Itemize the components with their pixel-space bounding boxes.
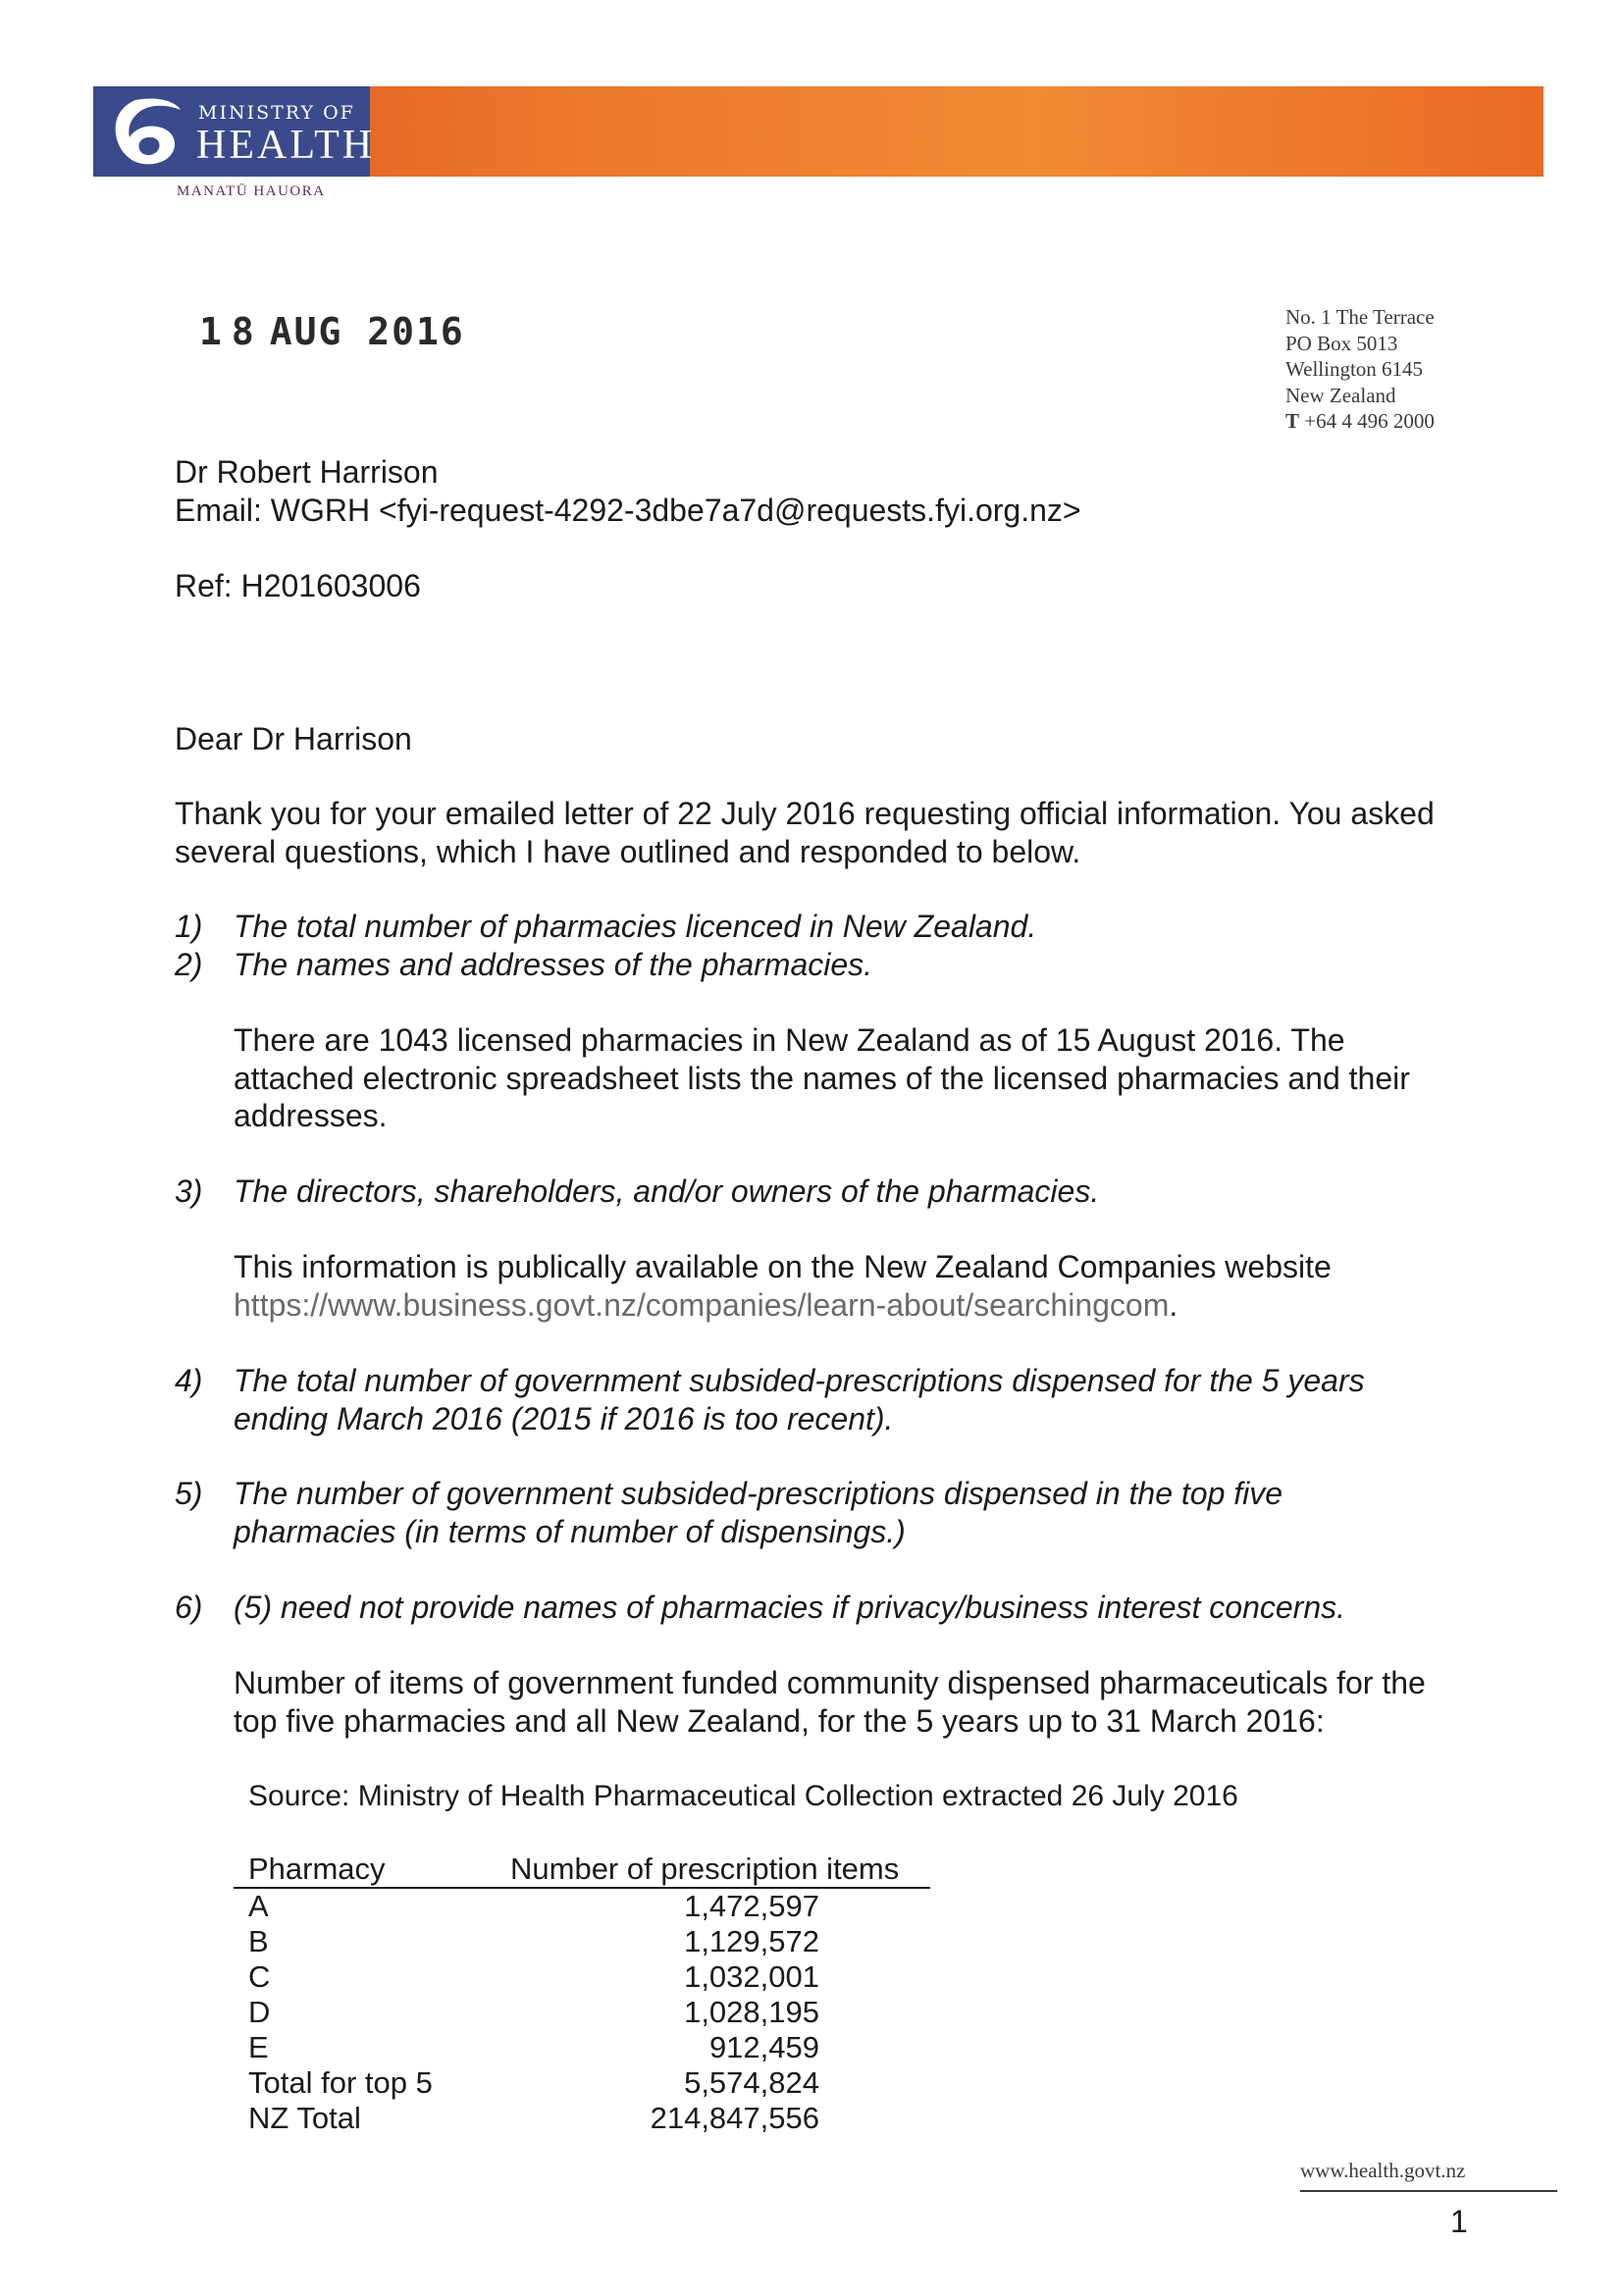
answer-paragraph (234, 1248, 1460, 1324)
pharmacy-cell: Total for top 5 (248, 2065, 433, 2100)
pharmacy-cell: E (248, 2030, 269, 2064)
answer-paragraph: There are 1043 licensed pharmacies in New Zealand as of 15 August 2016. The attached electronic spreadsheet lists the names of the licensed pharmacies and their addresses. (234, 1022, 1410, 1133)
address-line: PO Box 5013 (1285, 331, 1398, 355)
footer-divider (1300, 2190, 1557, 2192)
question-number: 3) (175, 1174, 203, 1209)
answer-paragraph: Number of items of government funded community dispensed pharmaceuticals for the top five pharmacies and all New Zealand, for the 5 years up to 31 March 2016: (234, 1665, 1426, 1739)
pharmacy-cell: A (248, 1889, 269, 1923)
phone-number: +64 4 496 2000 (1304, 409, 1435, 433)
items-cell: 912,459 (708, 2030, 819, 2064)
question-text: The directors, shareholders, and/or owners of the pharmacies. (234, 1174, 1100, 1209)
column-header-pharmacy: Pharmacy (248, 1852, 386, 1886)
intro-paragraph: Thank you for your emailed letter of 22 July 2016 requesting official information. You asked several questions, which I have outlined and responded to below. (175, 796, 1435, 869)
table-row (234, 2030, 930, 2065)
date-stamp-month-year: AUG 2016 (269, 310, 465, 353)
pharmacy-cell: D (248, 1995, 271, 2029)
footer-website-link[interactable]: www.health.govt.nz (1300, 2159, 1466, 2182)
table-row (234, 1889, 930, 1924)
pharmacy-cell: B (248, 1924, 269, 1958)
column-header-items: Number of prescription items (510, 1852, 900, 1886)
pharmacy-cell: NZ Total (248, 2101, 361, 2135)
items-cell: 1,028,195 (684, 1995, 819, 2029)
table-header (234, 1852, 930, 1889)
answer-punctuation: . (1169, 1286, 1178, 1323)
address-phone (1285, 408, 1435, 435)
companies-website-link[interactable]: https://www.business.govt.nz/companies/learn-about/searchingcom (234, 1286, 1170, 1323)
prescriptions-table (234, 1852, 930, 2136)
question-number: 4) (175, 1363, 203, 1398)
page-number: 1 (1450, 2204, 1468, 2239)
question-text: The number of government subsided-prescriptions dispensed in the top five pharmacies (in terms of number of dispensings.) (234, 1476, 1283, 1549)
data-source-note: Source: Ministry of Health Pharmaceutical Collection extracted 26 July 2016 (248, 1780, 1238, 1812)
items-cell: 1,032,001 (684, 1959, 819, 1994)
date-stamp-day: 18 (199, 310, 264, 353)
table-row (234, 1959, 930, 1995)
answer-text: This information is publically available on the New Zealand Companies website (234, 1249, 1332, 1284)
items-cell: 5,574,824 (684, 2065, 819, 2100)
logo-subtitle: MANATŪ HAUORA (177, 183, 326, 199)
recipient-block (175, 453, 1081, 529)
koru-logo-icon (106, 94, 188, 169)
items-cell: 214,847,556 (650, 2101, 819, 2135)
logo-text-health: HEALTH (196, 123, 376, 168)
phone-label: T (1285, 409, 1300, 433)
address-line: New Zealand (1285, 383, 1396, 407)
address-line: No. 1 The Terrace (1285, 305, 1435, 329)
date-stamp (199, 310, 465, 353)
question-number: 5) (175, 1476, 203, 1511)
recipient-email: Email: WGRH <fyi-request-4292-3dbe7a7d@requests.fyi.org.nz> (175, 492, 1081, 528)
reference-number: Ref: H201603006 (175, 568, 421, 603)
pharmacy-cell: C (248, 1959, 271, 1994)
address-line: Wellington 6145 (1285, 357, 1424, 381)
question-number: 2) (175, 947, 203, 982)
question-text: (5) need not provide names of pharmacies if privacy/business interest concerns. (234, 1590, 1345, 1625)
table-row (234, 1995, 930, 2030)
table-row (234, 1924, 930, 1959)
recipient-name: Dr Robert Harrison (175, 454, 439, 490)
salutation: Dear Dr Harrison (175, 721, 412, 757)
question-text: The total number of government subsided-prescriptions dispensed for the 5 years ending March 2016 (2015 if 2016 is too recent). (234, 1363, 1365, 1436)
items-cell: 1,472,597 (684, 1889, 819, 1923)
logo-text-ministry: MINISTRY OF (198, 102, 355, 124)
table-row-total-top5 (234, 2065, 930, 2101)
question-text: The total number of pharmacies licenced in New Zealand. (234, 909, 1037, 944)
items-cell: 1,129,572 (684, 1924, 819, 1958)
question-number: 1) (175, 909, 203, 944)
question-text: The names and addresses of the pharmacies. (234, 947, 873, 982)
question-number: 6) (175, 1590, 203, 1625)
ministry-address (1285, 304, 1435, 435)
table-row-nz-total (234, 2101, 930, 2136)
